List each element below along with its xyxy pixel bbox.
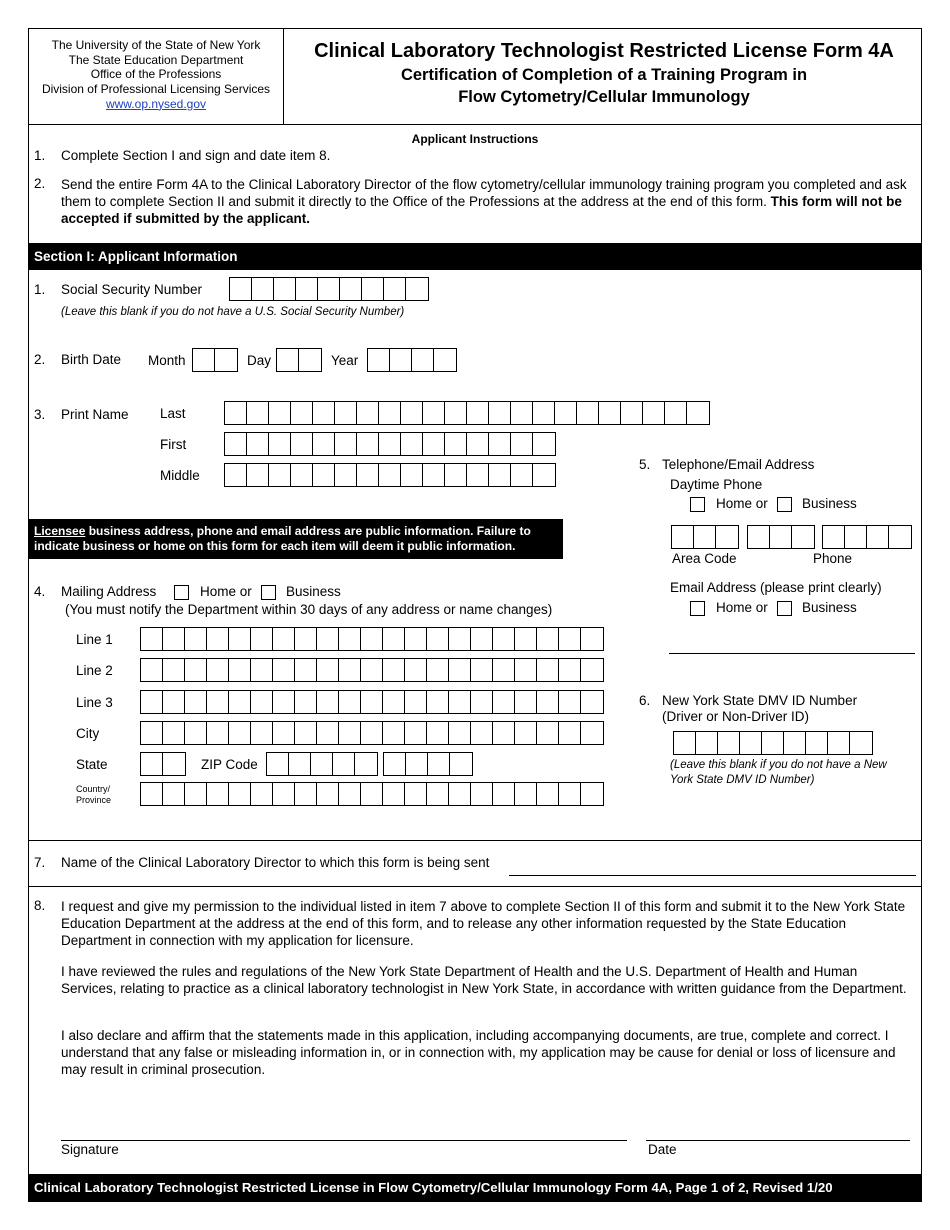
notice-text: business address, phone and email address are public information. Failure to indicate business or home on this form for each item will deem it public information. (34, 524, 531, 553)
dmv-id-field[interactable] (673, 731, 873, 755)
item-number: 8. (34, 898, 46, 913)
website-link[interactable]: www.op.nysed.gov (105, 96, 207, 111)
item-number: 5. (639, 457, 651, 472)
director-label: Name of the Clinical Laboratory Director to which this form is being sent (61, 855, 490, 870)
declaration-paragraph: I also declare and affirm that the statements made in this application, including accompanying documents, are true, complete and correct. I understand that any false or misleading information in, or in connection with, my application may be cause for denial or loss of licensure and may result in criminal prosecution. (61, 1028, 896, 1077)
dmv-note: (Leave this blank if you do not have a New York State DMV ID Number) (670, 759, 887, 786)
mailing-address-label: Mailing Address (61, 584, 157, 599)
instruction-text: Complete Section I and sign and date item 8. (61, 148, 331, 163)
birth-day-field[interactable] (276, 348, 322, 372)
date-field[interactable] (646, 1140, 910, 1141)
agency-line: Office of the Professions (90, 67, 222, 82)
director-name-field[interactable] (509, 875, 916, 876)
home-label: Home or (716, 600, 768, 615)
daytime-phone-label: Daytime Phone (670, 477, 763, 492)
form-footer: Clinical Laboratory Technologist Restricted License in Flow Cytometry/Cellular Immunology Form 4A, Page 1 of 2, Revised 1/20 (29, 1174, 921, 1201)
phone-business-checkbox[interactable] (777, 497, 792, 512)
phone-line-field[interactable] (822, 525, 912, 549)
signature-label: Signature (61, 1142, 119, 1157)
instruction-text (61, 176, 913, 227)
business-label: Business (802, 600, 857, 615)
section-header: Section I: Applicant Information (29, 243, 921, 270)
email-home-checkbox[interactable] (690, 601, 705, 616)
area-code-label: Area Code (672, 551, 737, 566)
city-field[interactable] (140, 721, 604, 745)
divider (28, 124, 922, 125)
first-name-label: First (160, 437, 187, 452)
state-label: State (76, 757, 108, 772)
birth-year-field[interactable] (367, 348, 457, 372)
line2-label: Line 2 (76, 663, 113, 678)
business-label: Business (286, 584, 341, 599)
middle-name-label: Middle (160, 468, 200, 483)
form-subtitle: Flow Cytometry/Cellular Immunology (458, 88, 750, 106)
home-label: Home or (200, 584, 252, 599)
country-label: Country/ Province (76, 784, 112, 805)
phone-prefix-field[interactable] (747, 525, 815, 549)
form-subtitle: Certification of Completion of a Training Program in (400, 66, 808, 84)
zip-label: ZIP Code (201, 757, 258, 772)
phone-label: Phone (813, 551, 853, 566)
mailing-business-checkbox[interactable] (261, 585, 276, 600)
instruction-number: 2. (34, 176, 46, 191)
public-info-notice (29, 519, 563, 559)
address-line3-field[interactable] (140, 690, 604, 714)
dmv-sub-label: (Driver or Non-Driver ID) (662, 709, 810, 724)
area-code-field[interactable] (671, 525, 739, 549)
agency-line: Division of Professional Licensing Services (41, 82, 271, 97)
agency-line: The University of the State of New York (51, 38, 261, 52)
home-label: Home or (716, 496, 768, 511)
item-number: 6. (639, 693, 651, 708)
first-name-field[interactable] (224, 432, 556, 456)
divider (28, 840, 922, 841)
item-number: 7. (34, 855, 46, 870)
address-line1-field[interactable] (140, 627, 604, 651)
email-business-checkbox[interactable] (777, 601, 792, 616)
city-label: City (76, 726, 100, 741)
instruction-body: Send the entire Form 4A to the Clinical Laboratory Director of the flow cytometry/cellular immunology training program you completed and ask them to complete Section II and submit it directly to the Office of the Professions at the address at the end of this form. (61, 177, 907, 209)
telephone-email-label: Telephone/Email Address (662, 457, 815, 472)
month-label: Month (148, 353, 186, 368)
divider (28, 886, 922, 887)
ssn-note: (Leave this blank if you do not have a U.S. Social Security Number) (61, 306, 405, 318)
ssn-label: Social Security Number (61, 282, 203, 297)
ssn-field[interactable] (229, 277, 429, 301)
signature-field[interactable] (61, 1140, 627, 1141)
mailing-note: (You must notify the Department within 30 days of any address or name changes) (65, 602, 553, 617)
middle-name-field[interactable] (224, 463, 556, 487)
instruction-number: 1. (34, 148, 46, 163)
form-title: Clinical Laboratory Technologist Restricted License Form 4A (314, 40, 894, 62)
dmv-label: New York State DMV ID Number (662, 693, 858, 708)
birth-date-label: Birth Date (61, 352, 122, 367)
mailing-home-checkbox[interactable] (174, 585, 189, 600)
instructions-heading: Applicant Instructions (411, 132, 539, 146)
state-field[interactable] (140, 752, 186, 776)
date-label: Date (648, 1142, 677, 1157)
zip-field[interactable] (266, 752, 378, 776)
year-label: Year (331, 353, 359, 368)
email-label: Email Address (please print clearly) (670, 580, 882, 595)
birth-month-field[interactable] (192, 348, 238, 372)
instruction-warning: This form will not be accepted if submitted by the applicant. (61, 194, 902, 226)
last-name-field[interactable] (224, 401, 710, 425)
business-label: Business (802, 496, 857, 511)
declaration-paragraph: I request and give my permission to the individual listed in item 7 above to complete Section II of this form and submit it to the New York State Education Department at the address at the end of this form, and to release any other information requested by the State Education Department in connection with my application for licensure. (61, 899, 906, 948)
declaration-paragraph: I have reviewed the rules and regulations of the New York State Department of Health and the U.S. Department of Health and Human Services, relating to practice as a clinical laboratory technologist in New York State, in accordance with written guidance from the Department. (61, 964, 907, 996)
phone-home-checkbox[interactable] (690, 497, 705, 512)
notice-licensee: Licensee (34, 524, 86, 538)
email-field[interactable] (669, 653, 915, 654)
agency-block (29, 29, 284, 124)
item-number: 3. (34, 407, 46, 422)
item-number: 2. (34, 352, 46, 367)
agency-line: The State Education Department (68, 52, 244, 67)
print-name-label: Print Name (61, 407, 129, 422)
last-name-label: Last (160, 406, 186, 421)
line1-label: Line 1 (76, 632, 113, 647)
form-title-block (286, 38, 922, 108)
day-label: Day (247, 353, 272, 368)
zip-plus4-field[interactable] (383, 752, 473, 776)
item-number: 4. (34, 584, 46, 599)
address-line2-field[interactable] (140, 658, 604, 682)
item-number: 1. (34, 282, 46, 297)
country-field[interactable] (140, 782, 604, 806)
line3-label: Line 3 (76, 695, 113, 710)
